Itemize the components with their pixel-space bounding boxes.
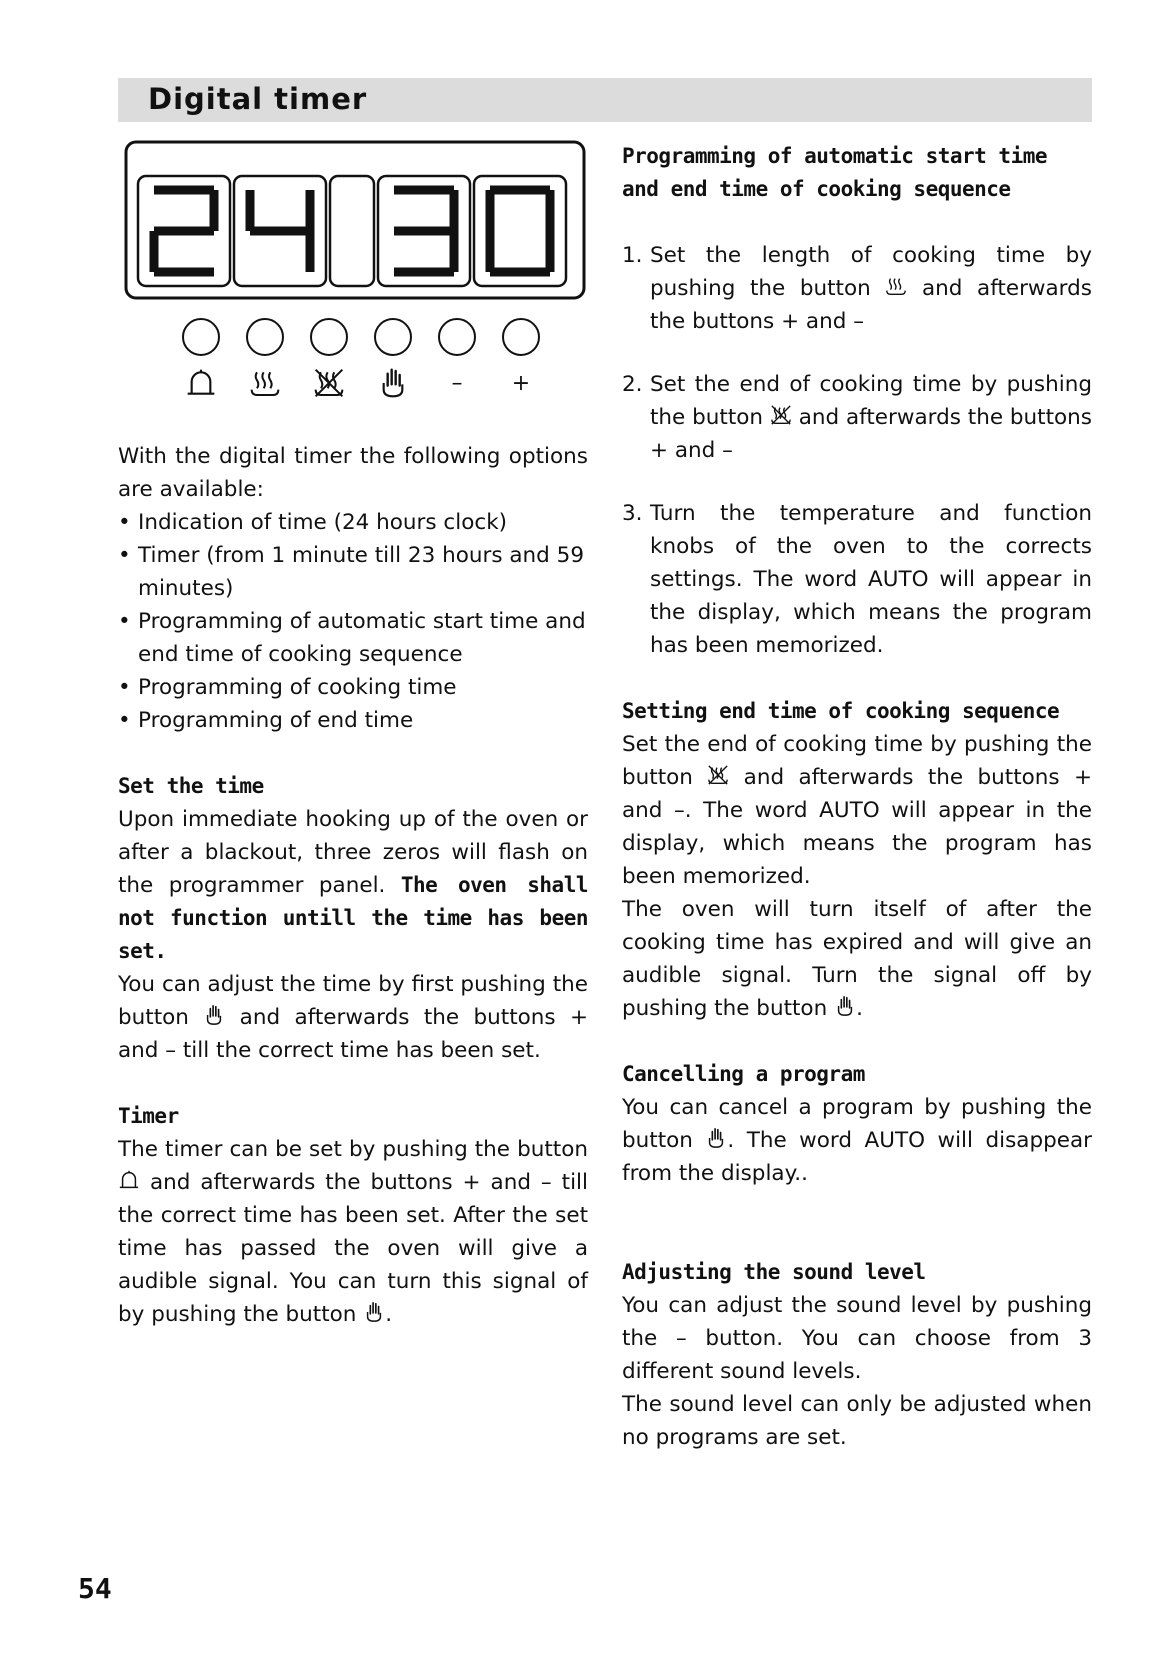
timer-button-minus[interactable] [439,319,475,355]
sound-paragraph-2: The sound level can only be adjusted when no programs are set. [622,1392,1092,1450]
set-time-heading: Set the time [118,774,264,798]
timer-button-cooking-time[interactable] [247,319,283,355]
list-item: • Programming of end time [118,704,588,737]
set-time-paragraph-2: You can adjust the time by first pushing the button and afterwards the buttons + and – till the correct time has been set. [118,972,588,1063]
end-time-icon [770,404,792,426]
timer-paragraph: The timer can be set by pushing the button and afterwards the buttons + and – till the correct time has been set. After the set time has passed the oven will give a audible signal. You can turn this signal of by pushing the button . [118,1137,588,1327]
timer-button-bell[interactable] [183,319,219,355]
set-time-warning: The oven shall not function untill the time has been set. [118,873,588,963]
end-time-paragraph-1: Set the end of cooking time by pushing the button and afterwards the buttons + and –. The word AUTO will appear in the display, which means the program has been memorized. [622,732,1092,889]
hand-icon [705,1127,727,1149]
cooking-time-icon [252,372,279,395]
minus-label: – [451,371,463,396]
page-number: 54 [78,1572,112,1605]
hand-icon [834,995,856,1017]
end-time-icon [316,370,343,397]
hand-icon [203,1004,225,1026]
timer-button-manual[interactable] [375,319,411,355]
list-item: 3. Turn the temperature and function knobs of the oven to the corrects settings. The word AUTO will appear in the display, which means the program has been memorized. [622,501,1092,658]
programming-heading: Programming of automatic start time and end time of cooking sequence [622,144,1048,201]
timer-heading: Timer [118,1104,179,1128]
title-bar [118,78,1092,122]
end-time-heading: Setting end time of cooking sequence [622,699,1060,723]
intro-text: With the digital timer the following options are available: [118,444,588,502]
cancel-heading: Cancelling a program [622,1062,865,1086]
end-time-paragraph-2: The oven will turn itself of after the cooking time has expired and will give an audible signal. Turn the signal off by pushing the button . [622,897,1092,1021]
cancel-paragraph: You can cancel a program by pushing the button . The word AUTO will disappear from the display.. [622,1095,1093,1186]
list-item: • Programming of automatic start time and end time of cooking sequence [118,605,588,671]
end-time-icon [707,764,729,786]
bell-icon [118,1169,140,1191]
timer-button-plus[interactable] [503,319,539,355]
hand-icon [363,1301,385,1323]
right-column [622,140,1092,1454]
separator-box [330,176,374,286]
hand-icon [384,370,403,397]
set-time-paragraph-1: Upon immediate hooking up of the oven or after a blackout, three zeros will flash on the programmer panel. The oven shall not function untill the time has been set. [118,807,588,963]
list-item: 1. Set the length of cooking time by pushing the button and afterwards the buttons + and – [622,243,1092,334]
page-title: Digital timer [148,82,368,116]
programming-steps [622,239,1092,662]
cooking-time-icon [885,275,907,297]
list-item: 2. Set the end of cooking time by pushing the button and afterwards the buttons + and – [622,372,1092,463]
bell-icon [188,370,215,394]
timer-button-end-time[interactable] [311,319,347,355]
options-list [118,506,588,737]
list-item: • Indication of time (24 hours clock) [118,506,588,539]
list-item: • Timer (from 1 minute till 23 hours and 59 minutes) [118,539,588,605]
sound-heading: Adjusting the sound level [622,1260,926,1284]
left-column [118,440,588,1331]
list-item: • Programming of cooking time [118,671,588,704]
timer-display-svg [124,140,594,410]
sound-paragraph-1: You can adjust the sound level by pushing the – button. You can choose from 3 different sound levels. [622,1293,1092,1384]
timer-illustration [124,140,594,410]
plus-label: + [511,371,531,396]
